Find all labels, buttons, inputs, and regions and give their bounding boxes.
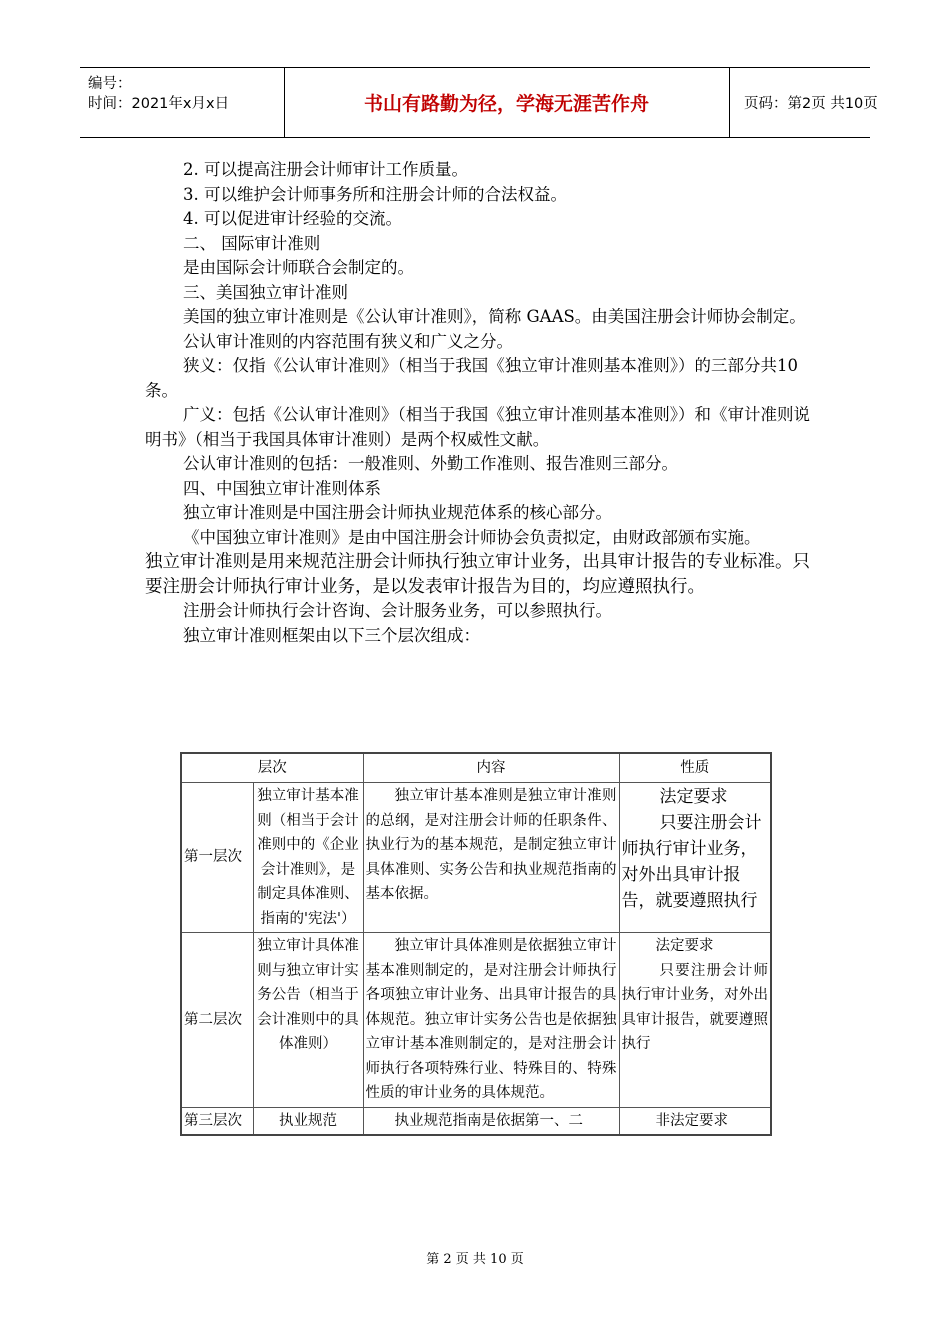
nature-title: 非法定要求 bbox=[655, 1112, 728, 1129]
level-cell: 第二层次 bbox=[181, 933, 253, 1108]
standard-name-cell: 独立审计基本准则（相当于会计准则中的《企业会计准则》，是制定具体准则、指南的'宪法'） bbox=[253, 783, 363, 933]
paragraph: 注册会计师执行会计咨询、会计服务业务，可以参照执行。 bbox=[183, 601, 612, 620]
paragraph: 独立审计准则是用来规范注册会计师执行独立审计业务，出具审计报告的专业标准。只要注册会计师执行审计业务，是以发表审计报告为目的，均应遵照执行。 bbox=[145, 552, 810, 597]
paragraph: 广义：包括《公认审计准则》（相当于我国《独立审计准则基本准则》）和《审计准则说明书》（相当于我国具体审计准则）是两个权威性文献。 bbox=[145, 405, 810, 449]
page-footer: 第 2 页 共 10 页 bbox=[426, 1252, 524, 1267]
content-cell: 独立审计基本准则是独立审计准则的总纲，是对注册会计师的任职条件、执业行为的基本规范，是制定独立审计具体准则、实务公告和执业规范指南的基本依据。 bbox=[363, 783, 619, 933]
nature-title: 法定要求 bbox=[655, 938, 714, 954]
document-number-label: 编号： bbox=[88, 76, 132, 92]
paragraph: 3. 可以维护会计师事务所和注册会计师的合法权益。 bbox=[183, 184, 567, 204]
paragraph: 是由国际会计师联合会制定的。 bbox=[183, 258, 414, 277]
table-row bbox=[181, 933, 771, 1108]
nature-cell bbox=[619, 1107, 771, 1135]
header-cell-content: 内容 bbox=[363, 753, 619, 783]
table-row bbox=[181, 783, 771, 933]
section-heading: 二、 国际审计准则 bbox=[183, 233, 321, 253]
standard-name-cell: 执业规范 bbox=[253, 1107, 363, 1135]
level-cell: 第三层次 bbox=[181, 1107, 253, 1135]
section-heading: 三、美国独立审计准则 bbox=[183, 282, 348, 302]
paragraph: 美国的独立审计准则是《公认审计准则》，简称 GAAS。由美国注册会计师协会制定。 bbox=[183, 307, 806, 326]
nature-title: 法定要求 bbox=[659, 787, 728, 807]
level-cell: 第一层次 bbox=[181, 783, 253, 933]
paragraph: 公认审计准则的内容范围有狭义和广义之分。 bbox=[183, 331, 513, 351]
nature-text: 只要注册会计师执行审计业务，对外出具审计报告，就要遵照执行 bbox=[621, 813, 762, 911]
table-row bbox=[181, 1107, 771, 1135]
paragraph: 2. 可以提高注册会计师审计工作质量。 bbox=[183, 160, 468, 179]
nature-cell bbox=[619, 783, 771, 933]
paragraph: 独立审计准则框架由以下三个层次组成： bbox=[183, 625, 480, 645]
content-cell: 执业规范指南是依据第一、二 bbox=[363, 1107, 619, 1135]
page-header bbox=[80, 67, 878, 138]
nature-text: 只要注册会计师执行审计业务，对外出具审计报告，就要遵照执行 bbox=[621, 962, 768, 1052]
header-page-label: 页码：第2页 共10页 bbox=[744, 96, 878, 112]
paragraph: 公认审计准则的包括：一般准则、外勤工作准则、报告准则三部分。 bbox=[183, 454, 678, 473]
paragraph: 狭义：仅指《公认审计准则》（相当于我国《独立审计准则基本准则》）的三部分共10条。 bbox=[145, 356, 798, 400]
standards-framework-table bbox=[180, 752, 772, 1136]
document-body bbox=[145, 158, 810, 648]
paragraph: 独立审计准则是中国注册会计师执业规范体系的核心部分。 bbox=[183, 503, 612, 522]
nature-cell bbox=[619, 933, 771, 1108]
paragraph: 4. 可以促进审计经验的交流。 bbox=[183, 209, 402, 228]
header-left-cell bbox=[80, 68, 285, 137]
content-cell: 独立审计具体准则是依据独立审计基本准则制定的，是对注册会计师执行各项独立审计业务、出具审计报告的具体规范。独立审计实务公告也是依据独立审计基本准则制定的，是对注册会计师执行各项特殊行业、特殊目的、特殊性质的审计业务的具体规范。 bbox=[363, 933, 619, 1108]
table-header-row bbox=[181, 753, 771, 783]
section-heading: 四、中国独立审计准则体系 bbox=[183, 478, 381, 498]
header-motto: 书山有路勤为径，学海无涯苦作舟 bbox=[284, 68, 730, 137]
standard-name-cell: 独立审计具体准则与独立审计实务公告（相当于会计准则中的具体准则） bbox=[253, 933, 363, 1108]
header-cell-level: 层次 bbox=[181, 753, 363, 783]
paragraph: 《中国独立审计准则》是由中国注册会计师协会负责拟定，由财政部颁布实施。 bbox=[183, 527, 761, 547]
document-date-label: 时间：2021年x月x日 bbox=[88, 96, 230, 112]
header-cell-nature: 性质 bbox=[619, 753, 771, 783]
